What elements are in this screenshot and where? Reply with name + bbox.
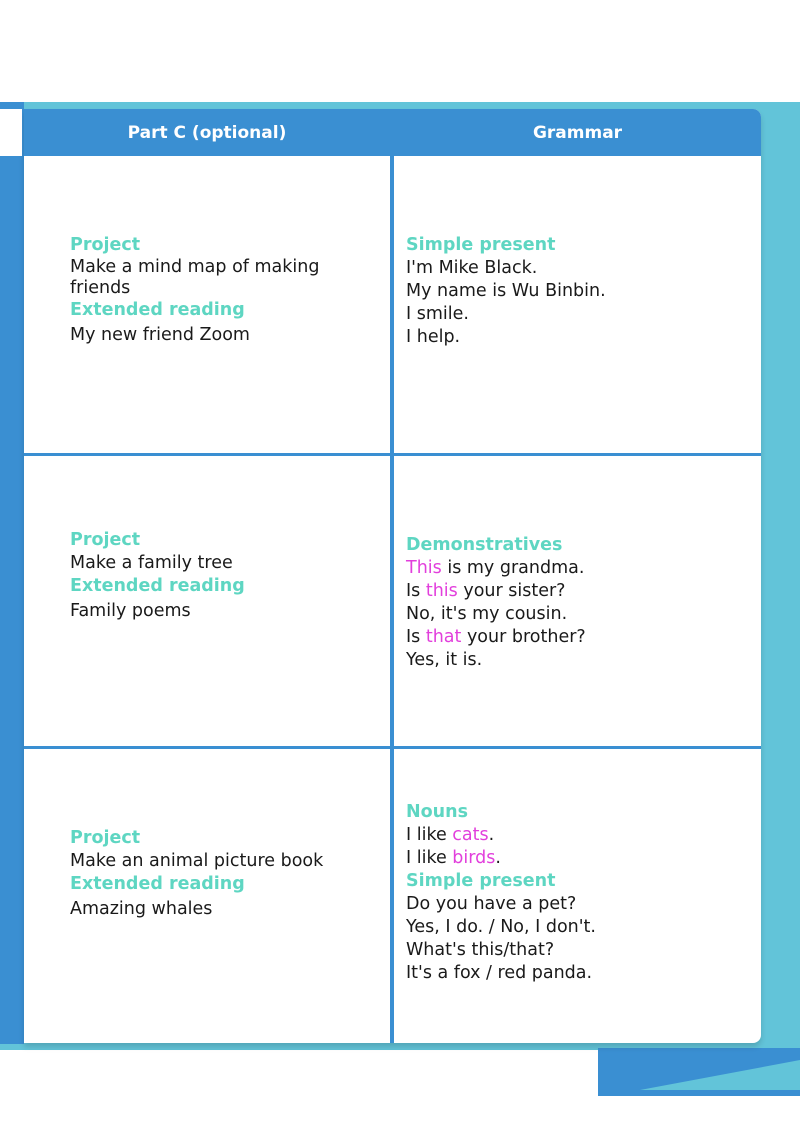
column-header-grammar [394, 109, 761, 156]
row3-grammar-cell [406, 801, 746, 985]
grammar-text: Is [406, 581, 426, 601]
extended-reading-label: Extended reading [70, 576, 245, 596]
grammar-example: Do you have a pet? [406, 894, 577, 914]
column-header-part-c [24, 109, 390, 156]
extended-reading-text: My new friend Zoom [70, 325, 250, 345]
grammar-text: I like [406, 825, 453, 845]
column-divider [390, 109, 394, 1043]
grammar-example [406, 557, 746, 580]
grammar-text: . [488, 825, 495, 845]
grammar-text: your brother? [461, 627, 586, 647]
column-header-part-c-label: Part C (optional) [127, 122, 287, 143]
project-label: Project [70, 235, 141, 255]
highlighted-word: that [425, 627, 462, 647]
grammar-text: Is [406, 627, 426, 647]
grammar-example: Yes, it is. [406, 650, 483, 670]
row-divider-2 [24, 746, 761, 749]
grammar-example: What's this/that? [406, 940, 555, 960]
row1-grammar-cell [406, 234, 746, 349]
highlighted-word: this [425, 581, 458, 601]
grammar-label: Nouns [406, 802, 469, 822]
extended-reading-text: Amazing whales [70, 899, 213, 919]
project-text: Make a family tree [70, 553, 233, 573]
grammar-example: My name is Wu Binbin. [406, 281, 606, 301]
row3-part-c-cell [70, 827, 370, 921]
grammar-example: It's a fox / red panda. [406, 963, 593, 983]
highlighted-word: cats [452, 825, 489, 845]
grammar-example [406, 847, 746, 870]
row2-part-c-cell [70, 529, 370, 623]
grammar-text: your sister? [457, 581, 566, 601]
row2-grammar-cell [406, 534, 746, 672]
grammar-label: Simple present [406, 871, 556, 891]
grammar-label: Simple present [406, 235, 556, 255]
project-label: Project [70, 530, 141, 550]
column-header-grammar-label: Grammar [532, 122, 623, 143]
highlighted-word: This [406, 558, 442, 578]
grammar-text: I like [406, 848, 453, 868]
extended-reading-label: Extended reading [70, 300, 245, 320]
extended-reading-label: Extended reading [70, 874, 245, 894]
grammar-example: I'm Mike Black. [406, 258, 538, 278]
grammar-example: I smile. [406, 304, 469, 324]
row1-part-c-cell [70, 234, 370, 347]
grammar-example: No, it's my cousin. [406, 604, 568, 624]
project-text: Make a mind map of making friends [70, 257, 320, 298]
project-label: Project [70, 828, 141, 848]
highlighted-word: birds [452, 848, 496, 868]
grammar-text: . [495, 848, 501, 868]
grammar-example [406, 580, 746, 603]
grammar-example [406, 626, 746, 649]
row-divider-1 [24, 453, 761, 456]
extended-reading-text: Family poems [70, 601, 191, 621]
grammar-example [406, 824, 746, 847]
grammar-example: I help. [406, 327, 461, 347]
project-text: Make an animal picture book [70, 851, 324, 871]
grammar-label: Demonstratives [406, 535, 563, 555]
left-edge-strip [0, 102, 24, 1044]
grammar-text: is my grandma. [441, 558, 585, 578]
previous-column-header-stub [0, 109, 22, 156]
grammar-example: Yes, I do. / No, I don't. [406, 917, 596, 937]
